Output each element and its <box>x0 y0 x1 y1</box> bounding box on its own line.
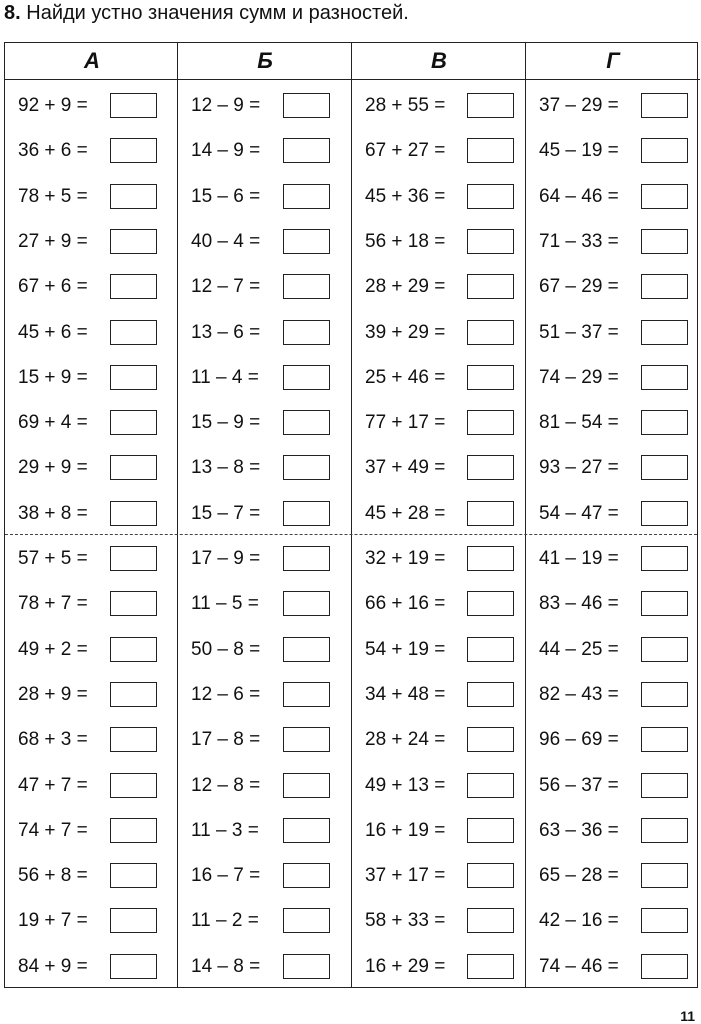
exercise-row <box>5 219 179 264</box>
exercise-row <box>526 128 700 173</box>
expression: 93 – 27 = <box>539 457 619 479</box>
expression: 45 + 36 = <box>365 185 446 207</box>
exercise-row <box>178 581 352 626</box>
expression: 37 + 49 = <box>365 457 446 479</box>
expression: 65 – 28 = <box>539 865 619 887</box>
exercise-row <box>178 355 352 400</box>
answer-box[interactable] <box>641 365 688 390</box>
expression: 42 – 16 = <box>539 910 619 932</box>
answer-box[interactable] <box>110 863 157 888</box>
task-number: 8. <box>4 2 21 24</box>
column-g <box>525 43 700 987</box>
exercise-row <box>178 491 352 536</box>
answer-box[interactable] <box>283 637 330 662</box>
expression: 45 + 6 = <box>18 321 88 343</box>
expression: 12 – 7 = <box>191 276 261 298</box>
expression: 11 – 2 = <box>191 910 259 932</box>
exercise-row <box>526 400 700 445</box>
expression: 56 – 37 = <box>539 774 619 796</box>
expression: 54 + 19 = <box>365 638 446 660</box>
expression: 74 – 29 = <box>539 366 619 388</box>
answer-box[interactable] <box>467 184 514 209</box>
exercise-row <box>526 853 700 898</box>
column-v <box>351 43 526 987</box>
expression: 34 + 48 = <box>365 683 446 705</box>
answer-box[interactable] <box>467 274 514 299</box>
answer-box[interactable] <box>283 863 330 888</box>
expression: 15 – 9 = <box>191 412 261 434</box>
answer-box[interactable] <box>283 773 330 798</box>
expression: 50 – 8 = <box>191 638 261 660</box>
exercise-row <box>526 264 700 309</box>
expression: 36 + 6 = <box>18 140 88 162</box>
exercise-row <box>352 355 526 400</box>
exercise-row <box>178 128 352 173</box>
exercise-row <box>352 310 526 355</box>
expression: 25 + 46 = <box>365 366 446 388</box>
answer-box[interactable] <box>283 546 330 571</box>
answer-box[interactable] <box>110 138 157 163</box>
answer-box[interactable] <box>110 184 157 209</box>
column-a <box>5 43 179 987</box>
exercise-row <box>5 83 179 128</box>
answer-box[interactable] <box>467 773 514 798</box>
exercise-row <box>178 944 352 989</box>
expression: 38 + 8 = <box>18 502 88 524</box>
answer-box[interactable] <box>467 591 514 616</box>
expression: 28 + 24 = <box>365 729 446 751</box>
answer-box[interactable] <box>467 546 514 571</box>
expression: 16 + 29 = <box>365 955 446 977</box>
exercise-row <box>178 536 352 581</box>
answer-box[interactable] <box>467 320 514 345</box>
expression: 15 + 9 = <box>18 366 88 388</box>
answer-box[interactable] <box>110 908 157 933</box>
answer-box[interactable] <box>283 682 330 707</box>
expression: 78 + 5 = <box>18 185 88 207</box>
answer-box[interactable] <box>110 546 157 571</box>
expression: 32 + 19 = <box>365 548 446 569</box>
answer-box[interactable] <box>283 184 330 209</box>
answer-box[interactable] <box>467 365 514 390</box>
expression: 57 + 5 = <box>18 548 88 569</box>
answer-box[interactable] <box>467 954 514 979</box>
answer-box[interactable] <box>467 727 514 752</box>
expression: 12 – 8 = <box>191 774 261 796</box>
answer-box[interactable] <box>283 320 330 345</box>
column-header: Г <box>526 43 700 80</box>
answer-box[interactable] <box>467 682 514 707</box>
exercise-row <box>178 219 352 264</box>
exercise-row <box>178 400 352 445</box>
answer-box[interactable] <box>641 773 688 798</box>
answer-box[interactable] <box>110 682 157 707</box>
exercise-row <box>178 310 352 355</box>
answer-box[interactable] <box>467 93 514 118</box>
expression: 12 – 9 = <box>191 95 261 116</box>
exercise-row <box>178 808 352 853</box>
expression: 16 – 7 = <box>191 865 261 887</box>
answer-box[interactable] <box>283 229 330 254</box>
answer-box[interactable] <box>641 591 688 616</box>
answer-box[interactable] <box>641 954 688 979</box>
expression: 96 – 69 = <box>539 729 619 751</box>
expression: 44 – 25 = <box>539 638 619 660</box>
expression: 13 – 8 = <box>191 457 261 479</box>
expression: 11 – 3 = <box>191 819 259 841</box>
expression: 82 – 43 = <box>539 683 619 705</box>
exercise-row <box>178 174 352 219</box>
exercise-row <box>352 83 526 128</box>
expression: 19 + 7 = <box>18 910 88 932</box>
exercise-row <box>5 128 179 173</box>
answer-box[interactable] <box>641 682 688 707</box>
expression: 84 + 9 = <box>18 955 88 977</box>
exercise-row <box>5 717 179 762</box>
exercise-row <box>5 445 179 490</box>
expression: 67 – 29 = <box>539 276 619 298</box>
column-header: В <box>352 43 526 80</box>
exercise-row <box>352 400 526 445</box>
answer-box[interactable] <box>641 184 688 209</box>
exercise-row <box>5 581 179 626</box>
expression: 28 + 9 = <box>18 683 88 705</box>
task-text: Найди устно значения сумм и разностей. <box>26 2 409 24</box>
expression: 67 + 6 = <box>18 276 88 298</box>
answer-box[interactable] <box>641 501 688 526</box>
answer-box[interactable] <box>283 138 330 163</box>
answer-box[interactable] <box>467 637 514 662</box>
expression: 67 + 27 = <box>365 140 446 162</box>
exercise-row <box>5 627 179 672</box>
task-title <box>4 1 409 25</box>
exercise-row <box>178 672 352 717</box>
exercise-row <box>178 264 352 309</box>
answer-box[interactable] <box>283 93 330 118</box>
page-number: 11 <box>680 1008 695 1024</box>
exercise-row <box>352 627 526 672</box>
expression: 83 – 46 = <box>539 593 619 615</box>
answer-box[interactable] <box>641 818 688 843</box>
exercise-row <box>352 219 526 264</box>
exercise-row <box>5 355 179 400</box>
section-divider <box>5 534 697 535</box>
exercise-row <box>526 445 700 490</box>
answer-box[interactable] <box>283 954 330 979</box>
exercise-row <box>5 174 179 219</box>
expression: 56 + 18 = <box>365 230 446 252</box>
exercise-row <box>5 898 179 943</box>
exercise-row <box>178 717 352 762</box>
expression: 11 – 5 = <box>191 593 259 615</box>
exercise-row <box>5 536 179 581</box>
answer-box[interactable] <box>641 546 688 571</box>
expression: 74 – 46 = <box>539 955 619 977</box>
expression: 51 – 37 = <box>539 321 619 343</box>
expression: 27 + 9 = <box>18 230 88 252</box>
answer-box[interactable] <box>110 274 157 299</box>
expression: 12 – 6 = <box>191 683 261 705</box>
expression: 15 – 6 = <box>191 185 261 207</box>
exercise-row <box>5 944 179 989</box>
answer-box[interactable] <box>641 138 688 163</box>
answer-box[interactable] <box>110 320 157 345</box>
exercise-row <box>526 83 700 128</box>
expression: 63 – 36 = <box>539 819 619 841</box>
exercise-row <box>5 400 179 445</box>
answer-box[interactable] <box>110 954 157 979</box>
answer-box[interactable] <box>283 727 330 752</box>
answer-box[interactable] <box>467 863 514 888</box>
exercise-row <box>526 898 700 943</box>
answer-box[interactable] <box>641 410 688 435</box>
answer-box[interactable] <box>283 274 330 299</box>
expression: 14 – 9 = <box>191 140 261 162</box>
exercise-row <box>5 310 179 355</box>
answer-box[interactable] <box>110 501 157 526</box>
answer-box[interactable] <box>467 229 514 254</box>
expression: 58 + 33 = <box>365 910 446 932</box>
exercise-row <box>352 536 526 581</box>
answer-box[interactable] <box>641 637 688 662</box>
exercise-row <box>352 853 526 898</box>
answer-box[interactable] <box>110 637 157 662</box>
exercise-row <box>352 445 526 490</box>
exercise-row <box>526 808 700 853</box>
expression: 17 – 9 = <box>191 548 261 569</box>
exercise-row <box>526 219 700 264</box>
exercise-row <box>352 491 526 536</box>
exercise-row <box>178 627 352 672</box>
answer-box[interactable] <box>641 274 688 299</box>
exercise-row <box>352 174 526 219</box>
exercise-row <box>178 83 352 128</box>
exercise-row <box>526 491 700 536</box>
expression: 15 – 7 = <box>191 502 261 524</box>
expression: 37 – 29 = <box>539 95 619 116</box>
exercise-row <box>526 763 700 808</box>
expression: 81 – 54 = <box>539 412 619 434</box>
expression: 47 + 7 = <box>18 774 88 796</box>
column-header: Б <box>178 43 352 80</box>
exercise-row <box>352 898 526 943</box>
exercise-row <box>178 898 352 943</box>
column-header: А <box>5 43 179 80</box>
expression: 39 + 29 = <box>365 321 446 343</box>
answer-box[interactable] <box>110 773 157 798</box>
answer-box[interactable] <box>283 908 330 933</box>
answer-box[interactable] <box>283 410 330 435</box>
expression: 56 + 8 = <box>18 865 88 887</box>
exercise-row <box>526 174 700 219</box>
answer-box[interactable] <box>283 591 330 616</box>
exercise-row <box>178 445 352 490</box>
answer-box[interactable] <box>641 93 688 118</box>
expression: 49 + 13 = <box>365 774 446 796</box>
expression: 41 – 19 = <box>539 548 619 569</box>
answer-box[interactable] <box>467 501 514 526</box>
expression: 71 – 33 = <box>539 230 619 252</box>
expression: 69 + 4 = <box>18 412 88 434</box>
exercise-row <box>5 491 179 536</box>
expression: 11 – 4 = <box>191 366 259 388</box>
answer-box[interactable] <box>641 908 688 933</box>
exercise-row <box>5 808 179 853</box>
expression: 78 + 7 = <box>18 593 88 615</box>
answer-box[interactable] <box>110 591 157 616</box>
answer-box[interactable] <box>641 863 688 888</box>
column-b <box>177 43 352 987</box>
expression: 45 + 28 = <box>365 502 446 524</box>
expression: 77 + 17 = <box>365 412 446 434</box>
exercise-row <box>5 672 179 717</box>
answer-box[interactable] <box>641 320 688 345</box>
exercise-row <box>352 944 526 989</box>
answer-box[interactable] <box>283 365 330 390</box>
expression: 64 – 46 = <box>539 185 619 207</box>
answer-box[interactable] <box>641 727 688 752</box>
expression: 28 + 55 = <box>365 95 446 116</box>
answer-box[interactable] <box>110 365 157 390</box>
exercise-row <box>5 763 179 808</box>
answer-box[interactable] <box>110 410 157 435</box>
exercise-row <box>352 264 526 309</box>
expression: 28 + 29 = <box>365 276 446 298</box>
expression: 45 – 19 = <box>539 140 619 162</box>
answer-box[interactable] <box>641 229 688 254</box>
expression: 29 + 9 = <box>18 457 88 479</box>
exercise-row <box>526 627 700 672</box>
answer-box[interactable] <box>467 138 514 163</box>
exercise-row <box>352 763 526 808</box>
answer-box[interactable] <box>110 727 157 752</box>
exercise-row <box>5 264 179 309</box>
answer-box[interactable] <box>283 818 330 843</box>
expression: 14 – 8 = <box>191 955 261 977</box>
answer-box[interactable] <box>110 455 157 480</box>
exercise-row <box>5 853 179 898</box>
exercise-row <box>352 128 526 173</box>
exercise-row <box>526 536 700 581</box>
exercise-row <box>526 672 700 717</box>
expression: 68 + 3 = <box>18 729 88 751</box>
exercise-row <box>352 581 526 626</box>
exercise-row <box>178 853 352 898</box>
exercise-row <box>178 763 352 808</box>
answer-box[interactable] <box>110 818 157 843</box>
exercise-row <box>526 944 700 989</box>
expression: 66 + 16 = <box>365 593 446 615</box>
answer-box[interactable] <box>467 818 514 843</box>
answer-box[interactable] <box>467 410 514 435</box>
answer-box[interactable] <box>641 455 688 480</box>
answer-box[interactable] <box>467 455 514 480</box>
exercise-table <box>4 42 698 988</box>
expression: 16 + 19 = <box>365 819 446 841</box>
exercise-row <box>526 355 700 400</box>
expression: 74 + 7 = <box>18 819 88 841</box>
expression: 49 + 2 = <box>18 638 88 660</box>
exercise-row <box>352 717 526 762</box>
expression: 40 – 4 = <box>191 230 261 252</box>
exercise-row <box>526 581 700 626</box>
exercise-row <box>352 672 526 717</box>
expression: 17 – 8 = <box>191 729 261 751</box>
answer-box[interactable] <box>283 455 330 480</box>
exercise-row <box>352 808 526 853</box>
answer-box[interactable] <box>283 501 330 526</box>
expression: 37 + 17 = <box>365 865 446 887</box>
answer-box[interactable] <box>467 908 514 933</box>
answer-box[interactable] <box>110 229 157 254</box>
expression: 92 + 9 = <box>18 95 88 116</box>
exercise-row <box>526 310 700 355</box>
answer-box[interactable] <box>110 93 157 118</box>
expression: 54 – 47 = <box>539 502 619 524</box>
expression: 13 – 6 = <box>191 321 261 343</box>
exercise-row <box>526 717 700 762</box>
